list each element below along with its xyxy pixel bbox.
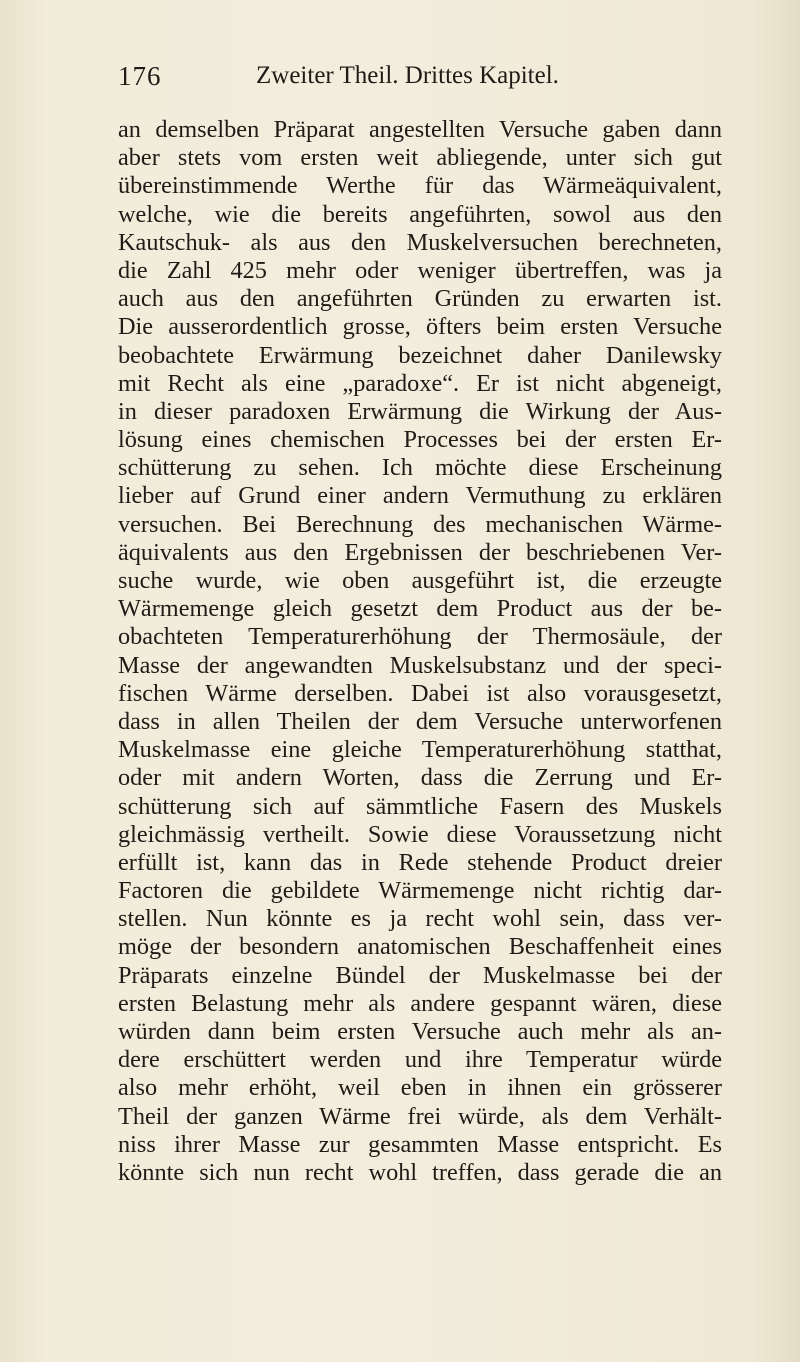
text-line: gleichmässig vertheilt. Sowie diese Voraussetzung nicht xyxy=(118,820,722,848)
text-line: Factoren die gebildete Wärmemenge nicht richtig dar- xyxy=(118,877,722,905)
text-line: erfüllt ist, kann das in Rede stehende Product dreier xyxy=(118,848,722,876)
text-line: lösung eines chemischen Processes bei der ersten Er- xyxy=(118,426,722,454)
text-line: Masse der angewandten Muskelsubstanz und der speci- xyxy=(118,651,722,679)
text-line: versuchen. Bei Berechnung des mechanischen Wärme- xyxy=(118,510,722,538)
text-line: schütterung zu sehen. Ich möchte diese Erscheinung xyxy=(118,454,722,482)
text-line: niss ihrer Masse zur gesammten Masse entspricht. Es xyxy=(118,1130,722,1158)
text-line: übereinstimmende Werthe für das Wärmeäquivalent, xyxy=(118,172,722,200)
text-line: dass in allen Theilen der dem Versuche unterworfenen xyxy=(118,707,722,735)
running-head: Zweiter Theil. Drittes Kapitel. xyxy=(256,62,559,89)
text-line: in dieser paradoxen Erwärmung die Wirkung der Aus- xyxy=(118,397,722,425)
text-line: lieber auf Grund einer andern Vermuthung zu erklären xyxy=(118,482,722,510)
text-line: also mehr erhöht, weil eben in ihnen ein grösserer xyxy=(118,1074,722,1102)
text-line: Wärmemenge gleich gesetzt dem Product aus der be- xyxy=(118,595,722,623)
text-line: Muskelmasse eine gleiche Temperaturerhöhung statthat, xyxy=(118,736,722,764)
text-line: stellen. Nun könnte es ja recht wohl sein, dass ver- xyxy=(118,905,722,933)
page-header xyxy=(118,56,722,96)
text-line: schütterung sich auf sämmtliche Fasern des Muskels xyxy=(118,792,722,820)
body-text xyxy=(118,116,722,1187)
text-line: Präparats einzelne Bündel der Muskelmasse bei der xyxy=(118,961,722,989)
text-line: könnte sich nun recht wohl treffen, dass gerade die an xyxy=(118,1158,722,1186)
text-line: ersten Belastung mehr als andere gespannt wären, diese xyxy=(118,989,722,1017)
text-line: welche, wie die bereits angeführten, sowol aus den xyxy=(118,200,722,228)
page-number: 176 xyxy=(118,61,162,91)
text-line: beobachtete Erwärmung bezeichnet daher Danilewsky xyxy=(118,341,722,369)
text-line: Kautschuk- als aus den Muskelversuchen berechneten, xyxy=(118,228,722,256)
text-line: fischen Wärme derselben. Dabei ist also vorausgesetzt, xyxy=(118,679,722,707)
text-line: würden dann beim ersten Versuche auch mehr als an- xyxy=(118,1018,722,1045)
text-line: oder mit andern Worten, dass die Zerrung und Er- xyxy=(118,764,722,792)
text-line: Die ausserordentlich grosse, öfters beim ersten Versuche xyxy=(118,313,722,341)
text-line: mit Recht als eine „paradoxe“. Er ist nicht abgeneigt, xyxy=(118,369,722,397)
text-line: die Zahl 425 mehr oder weniger übertreffen, was ja xyxy=(118,256,722,284)
text-line: auch aus den angeführten Gründen zu erwarten ist. xyxy=(118,285,722,313)
text-line: obachteten Temperaturerhöhung der Thermosäule, der xyxy=(118,623,722,651)
text-line: dere erschüttert werden und ihre Temperatur würde xyxy=(118,1046,722,1074)
text-line: an demselben Präparat angestellten Versuche gaben dann xyxy=(118,116,722,143)
text-line: Theil der ganzen Wärme frei würde, als dem Verhält- xyxy=(118,1102,722,1130)
text-line: äquivalents aus den Ergebnissen der beschriebenen Ver- xyxy=(118,538,722,566)
text-line: suche wurde, wie oben ausgeführt ist, die erzeugte xyxy=(118,567,722,594)
text-line: aber stets vom ersten weit abliegende, unter sich gut xyxy=(118,144,722,172)
text-line: möge der besondern anatomischen Beschaffenheit eines xyxy=(118,933,722,961)
